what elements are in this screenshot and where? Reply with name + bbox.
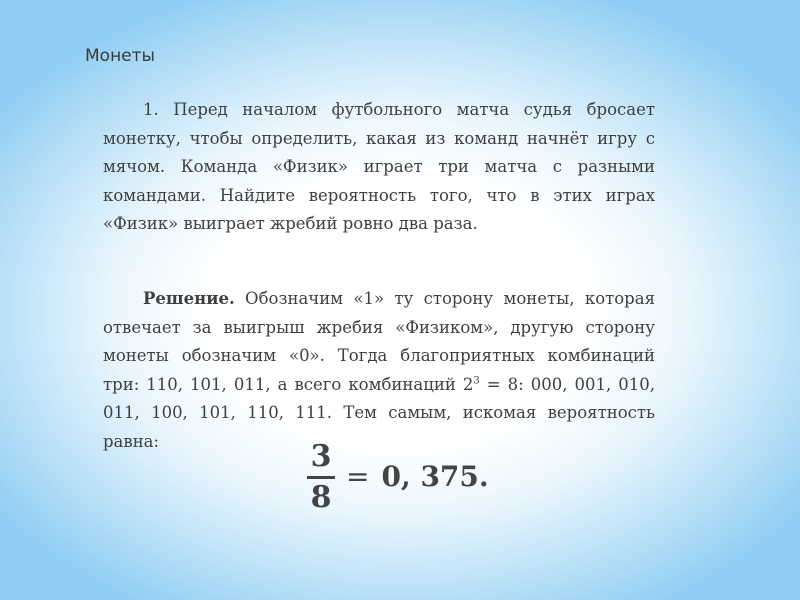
solution-text-part1: Обозначим «1» ту сторону монеты, которая отвечает за выигрыш жребия «Физиком», другую сторону монеты обозначим «0». Тогда благоприятных комбинаций три: 110, 101, 011, а всего комбинаций 2 xyxy=(103,289,655,394)
solution-text xyxy=(103,285,655,457)
slide-title: Монеты xyxy=(85,46,155,66)
fraction-numerator: 3 xyxy=(310,438,332,474)
fraction-denominator: 8 xyxy=(310,479,332,515)
probability-formula xyxy=(306,438,489,516)
problem-text: 1. Перед началом футбольного матча судья бросает монетку, чтобы определить, какая из команд начнёт игру с мячом. Команда «Физик» играет три матча с разными командами. Найдите вероятность того, что в этих играх «Физик» выиграет жребий ровно два раза. xyxy=(103,100,655,234)
equals-sign: = xyxy=(346,460,370,493)
fraction-bar xyxy=(307,476,335,479)
fraction xyxy=(306,440,336,515)
solution-text-part2: = 8: 000, 001, 010, 011, 100, 101, 110, 111. Тем самым, искомая вероятность равна: xyxy=(103,374,655,451)
probability-result: 0, 375. xyxy=(381,460,489,493)
solution-label: Решение. xyxy=(143,289,235,308)
power-exponent: 3 xyxy=(473,375,480,387)
